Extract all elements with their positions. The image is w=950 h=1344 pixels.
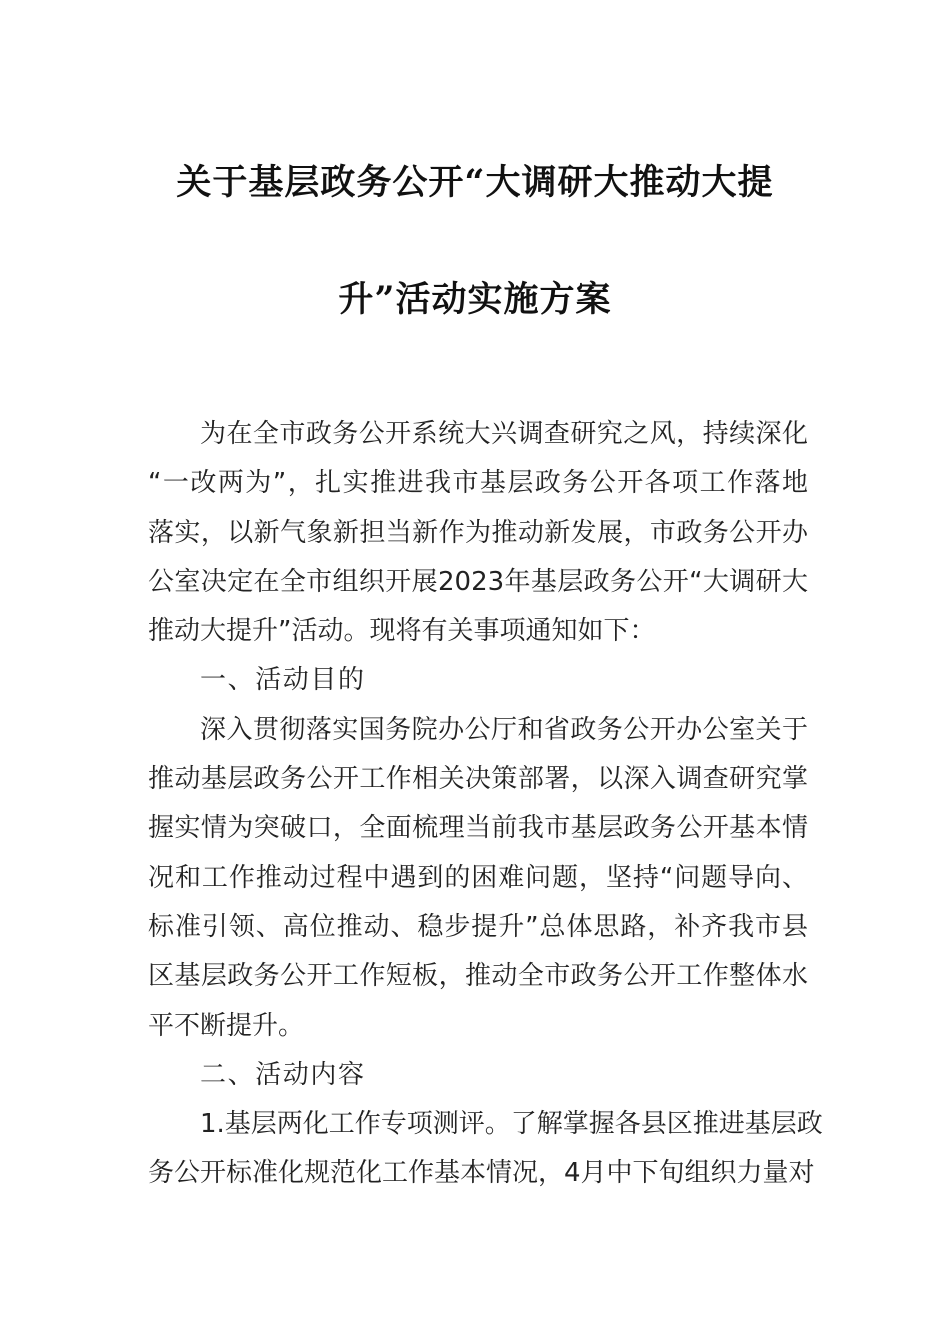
document-body xyxy=(148,410,823,1199)
section-1-line: 平不断提升。 xyxy=(148,1010,305,1041)
section-1-line: 标准引领、高位推动、稳步提升”总体思路，补齐我市县 xyxy=(148,911,808,942)
document-title-line-1: 关于基层政务公开“大调研大推动大提 xyxy=(176,162,774,203)
intro-line: 推动大提升”活动。现将有关事项通知如下： xyxy=(148,616,656,647)
section-1-line: 推动基层政务公开工作相关决策部署，以深入调查研究掌 xyxy=(148,764,808,795)
item-1-paragraph xyxy=(148,1100,823,1199)
intro-paragraph xyxy=(148,410,808,656)
section-1-paragraph xyxy=(148,706,808,1051)
document-title-line-2: 升”活动实施方案 xyxy=(338,279,612,320)
intro-line: 公室决定在全市组织开展2023年基层政务公开“大调研大 xyxy=(148,566,808,597)
section-1-line: 况和工作推动过程中遇到的困难问题，坚持“问题导向、 xyxy=(148,862,808,893)
section-1-line: 握实情为突破口，全面梳理当前我市基层政务公开基本情 xyxy=(148,813,808,844)
intro-line: “一改两为”，扎实推进我市基层政务公开各项工作落地 xyxy=(148,468,808,499)
section-1-line: 区基层政务公开工作短板，推动全市政务公开工作整体水 xyxy=(148,961,808,992)
item-1-line: 务公开标准化规范化工作基本情况，4月中下旬组织力量对 xyxy=(148,1158,815,1189)
intro-line: 为在全市政务公开系统大兴调查研究之风，持续深化 xyxy=(200,419,808,449)
section-1-line: 深入贯彻落实国务院办公厅和省政务公开办公室关于 xyxy=(200,714,808,745)
intro-line: 落实，以新气象新担当新作为推动新发展，市政务公开办 xyxy=(148,517,808,548)
section-1-heading: 一、活动目的 xyxy=(200,665,366,696)
item-1-line: 1.基层两化工作专项测评。了解掌握各县区推进基层政 xyxy=(200,1109,823,1140)
section-2-heading: 二、活动内容 xyxy=(200,1059,366,1090)
